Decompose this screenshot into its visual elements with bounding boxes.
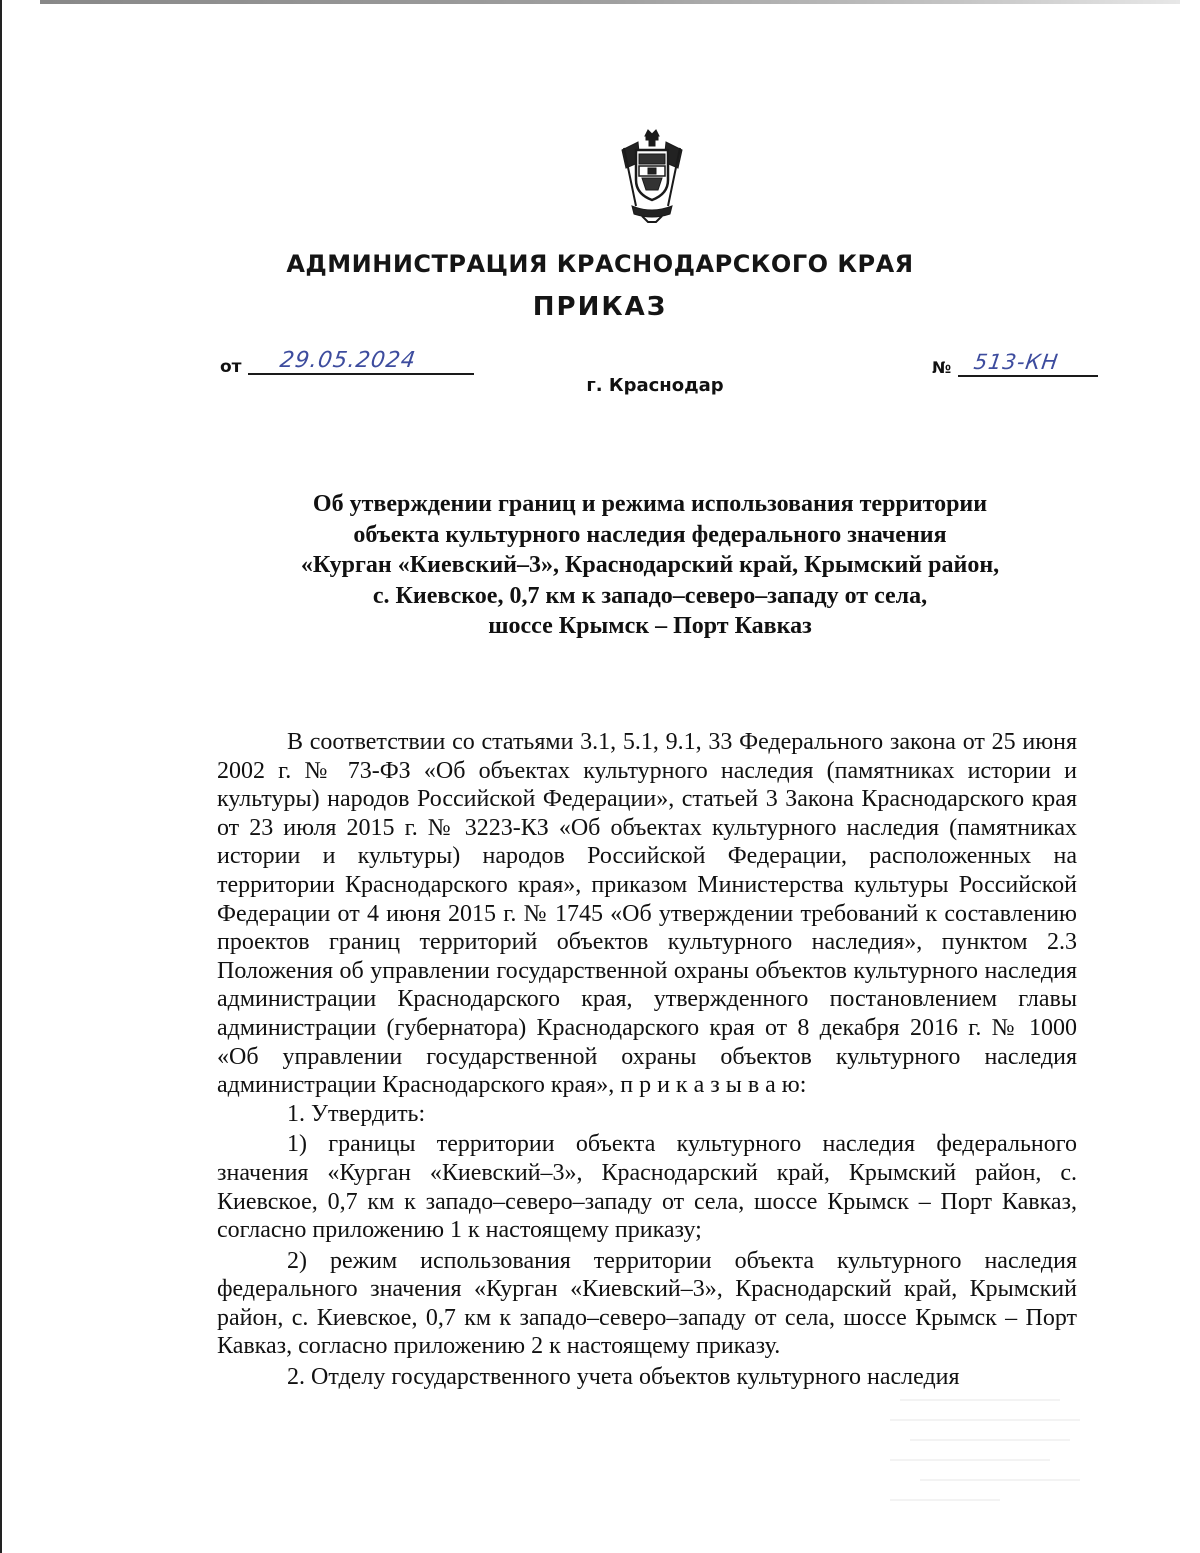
bleed-through-shadow — [880, 1380, 1100, 1520]
date-label: от — [220, 357, 242, 377]
preamble-paragraph: В соответствии со статьями 3.1, 5.1, 9.1, 33 Федерального закона от 25 июня 2002 г. № 73-ФЗ «Об объектах культурного наследия (памятниках истории и культуры) народов Российской Федерации», статьей 3 Закона Краснодарского края от 23 июля 2015 г. № 3223-КЗ «Об объектах культурного наследия (памятниках истории и культуры) народов Российской Федерации, расположенных на территории Краснодарского края», приказом Министерства культуры Российской Федерации от 4 июня 2015 г. № 1745 «Об утверждении требований к составлению проектов границ территорий объектов культурного наследия», пунктом 2.3 Положения об управлении государственной охраны объектов культурного наследия администрации Краснодарского края, утвержденного постановлением главы администрации (губернатора) Краснодарского края от 8 декабря 2016 г. № 1000 «Об управлении государственной охраны объектов культурного наследия администрации Краснодарского края», п р и к а з ы в а ю: — [217, 729, 1077, 1099]
scan-edge-left — [0, 0, 2, 1553]
title-line: «Курган «Киевский–3», Краснодарский край, Крымский район, — [300, 552, 1000, 578]
item-1: 1. Утвердить: — [287, 1100, 426, 1127]
krasnodar-coat-of-arms-icon — [612, 128, 692, 224]
item-1-2: 2) режим использования территории объекта культурного наследия федерального значения «Курган «Киевский–3», Краснодарский край, Крымский район, с. Киевское, 0,7 км к западо–северо–западу от села, шоссе Крымск – Порт Кавказ, согласно приложению 2 к настоящему приказу. — [217, 1247, 1077, 1360]
item-2: 2. Отделу государственного учета объектов культурного наследия — [287, 1364, 960, 1391]
title-line: шоссе Крымск – Порт Кавказ — [488, 613, 812, 639]
document-type: ПРИКАЗ — [532, 292, 668, 322]
city: г. Краснодар — [586, 375, 724, 396]
title-line: Об утверждении границ и режима использования территории — [312, 491, 988, 517]
date-handwritten: 29.05.2024 — [278, 348, 418, 373]
item-1-1: 1) границы территории объекта культурного наследия федерального значения «Курган «Киевский–3», Краснодарский край, Крымский район, с. Киевское, 0,7 км к западо–северо–западу от села, шоссе Крымск – Порт Кавказ, согласно приложению 1 к настоящему приказу; — [217, 1131, 1077, 1244]
scan-edge-top — [40, 0, 1180, 4]
number-underline — [958, 375, 1098, 377]
title-line: с. Киевское, 0,7 км к западо–северо–западу от села, — [372, 582, 928, 609]
document-title — [150, 489, 1150, 642]
document-body — [217, 728, 1077, 1392]
number-label: № — [932, 358, 952, 377]
title-line: объекта культурного наследия федерального значения — [353, 521, 947, 548]
organization-name: АДМИНИСТРАЦИЯ КРАСНОДАРСКОГО КРАЯ — [286, 250, 914, 278]
number-handwritten: 513-КН — [972, 350, 1061, 374]
